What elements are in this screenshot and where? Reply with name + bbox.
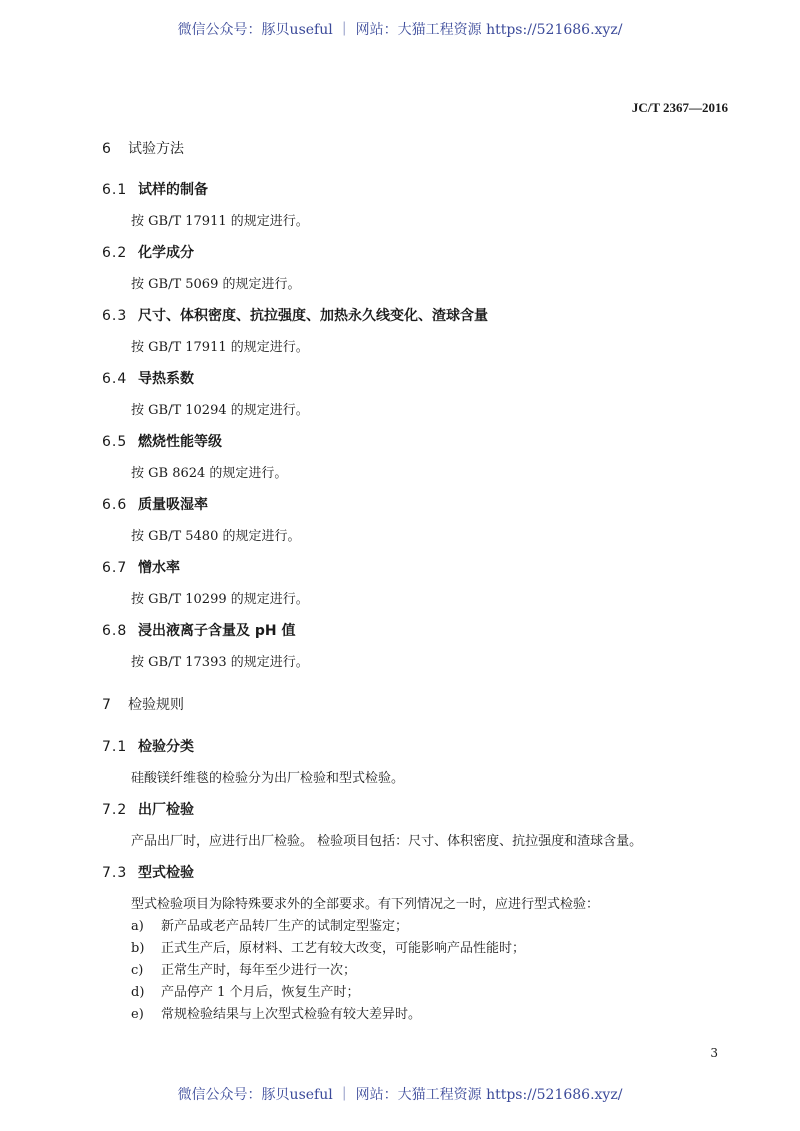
section-number: 6 — [102, 141, 111, 157]
subsection-heading-6-5 — [102, 431, 222, 451]
subsection-number: 6.4 — [102, 371, 128, 387]
subsection-number: 6.1 — [102, 182, 128, 198]
paragraph-6-1: 按 GB/T 17911 的规定进行。 — [131, 214, 309, 229]
list-text: 常规检验结果与上次型式检验有较大差异时。 — [161, 1007, 422, 1022]
list-text: 正式生产后，原材料、工艺有较大改变，可能影响产品性能时； — [161, 941, 526, 956]
subsection-number: 6.3 — [102, 308, 128, 324]
subsection-number: 7.2 — [102, 802, 128, 818]
list-item-e — [131, 1003, 421, 1022]
subsection-number: 6.7 — [102, 560, 128, 576]
list-item-a — [131, 915, 408, 934]
subsection-number: 6.8 — [102, 623, 128, 639]
subsection-heading-6-7 — [102, 557, 180, 577]
paragraph-6-3: 按 GB/T 17911 的规定进行。 — [131, 340, 309, 355]
paragraph-6-4: 按 GB/T 10294 的规定进行。 — [131, 403, 309, 418]
subsection-heading-6-1 — [102, 179, 208, 199]
list-item-b — [131, 937, 525, 956]
list-marker: a) — [131, 919, 144, 934]
subsection-number: 7.1 — [102, 739, 128, 755]
subsection-title: 憎水率 — [138, 560, 180, 576]
section-title: 检验规则 — [128, 697, 184, 713]
paragraph-6-5: 按 GB 8624 的规定进行。 — [131, 466, 288, 481]
subsection-heading-6-6 — [102, 494, 208, 514]
subsection-number: 7.3 — [102, 865, 128, 881]
subsection-heading-6-4 — [102, 368, 194, 388]
subsection-title: 导热系数 — [138, 371, 194, 387]
paragraph-7-2: 产品出厂时，应进行出厂检验。 检验项目包括：尺寸、体积密度、抗拉强度和渣球含量。 — [131, 834, 643, 849]
paragraph-7-1: 硅酸镁纤维毯的检验分为出厂检验和型式检验。 — [131, 771, 405, 786]
subsection-title: 型式检验 — [138, 865, 194, 881]
subsection-title: 出厂检验 — [138, 802, 194, 818]
subsection-title: 检验分类 — [138, 739, 194, 755]
subsection-heading-6-2 — [102, 242, 194, 262]
subsection-heading-6-8 — [102, 620, 296, 640]
paragraph-6-7: 按 GB/T 10299 的规定进行。 — [131, 592, 309, 607]
subsection-number: 6.6 — [102, 497, 128, 513]
watermark-bottom: 微信公众号：豚贝useful ｜ 网站：大猫工程资源 https://521686.xyz/ — [177, 1087, 623, 1103]
section-heading-7 — [102, 694, 184, 714]
list-item-c — [131, 959, 356, 978]
list-marker: b) — [131, 941, 145, 956]
paragraph-6-2: 按 GB/T 5069 的规定进行。 — [131, 277, 301, 292]
subsection-title: 质量吸湿率 — [138, 497, 208, 513]
list-marker: e) — [131, 1007, 144, 1022]
list-text: 正常生产时，每年至少进行一次； — [161, 963, 357, 978]
subsection-heading-7-1 — [102, 736, 194, 756]
subsection-number: 6.2 — [102, 245, 128, 261]
subsection-heading-7-2 — [102, 799, 194, 819]
subsection-number: 6.5 — [102, 434, 128, 450]
watermark-top: 微信公众号：豚贝useful ｜ 网站：大猫工程资源 https://521686.xyz/ — [177, 22, 623, 38]
paragraph-6-8: 按 GB/T 17393 的规定进行。 — [131, 655, 309, 670]
list-text: 产品停产 1 个月后，恢复生产时； — [161, 985, 360, 1000]
subsection-heading-7-3 — [102, 862, 194, 882]
subsection-heading-6-3 — [102, 305, 488, 325]
subsection-title: 试样的制备 — [138, 182, 208, 198]
subsection-title: 尺寸、体积密度、抗拉强度、加热永久线变化、渣球含量 — [138, 308, 488, 324]
subsection-title: 化学成分 — [138, 245, 194, 261]
list-text: 新产品或老产品转厂生产的试制定型鉴定； — [161, 919, 409, 934]
list-marker: c) — [131, 963, 144, 978]
subsection-title: 燃烧性能等级 — [138, 434, 222, 450]
paragraph-6-6: 按 GB/T 5480 的规定进行。 — [131, 529, 301, 544]
section-title: 试验方法 — [128, 141, 184, 157]
paragraph-7-3: 型式检验项目为除特殊要求外的全部要求。有下列情况之一时，应进行型式检验： — [131, 897, 600, 912]
document-number: JC/T 2367—2016 — [631, 100, 728, 115]
list-item-d — [131, 981, 360, 1000]
list-marker: d) — [131, 985, 145, 1000]
page-number: 3 — [710, 1046, 718, 1060]
section-heading-6 — [102, 138, 184, 158]
subsection-title: 浸出液离子含量及 pH 值 — [138, 623, 296, 639]
section-number: 7 — [102, 697, 111, 713]
